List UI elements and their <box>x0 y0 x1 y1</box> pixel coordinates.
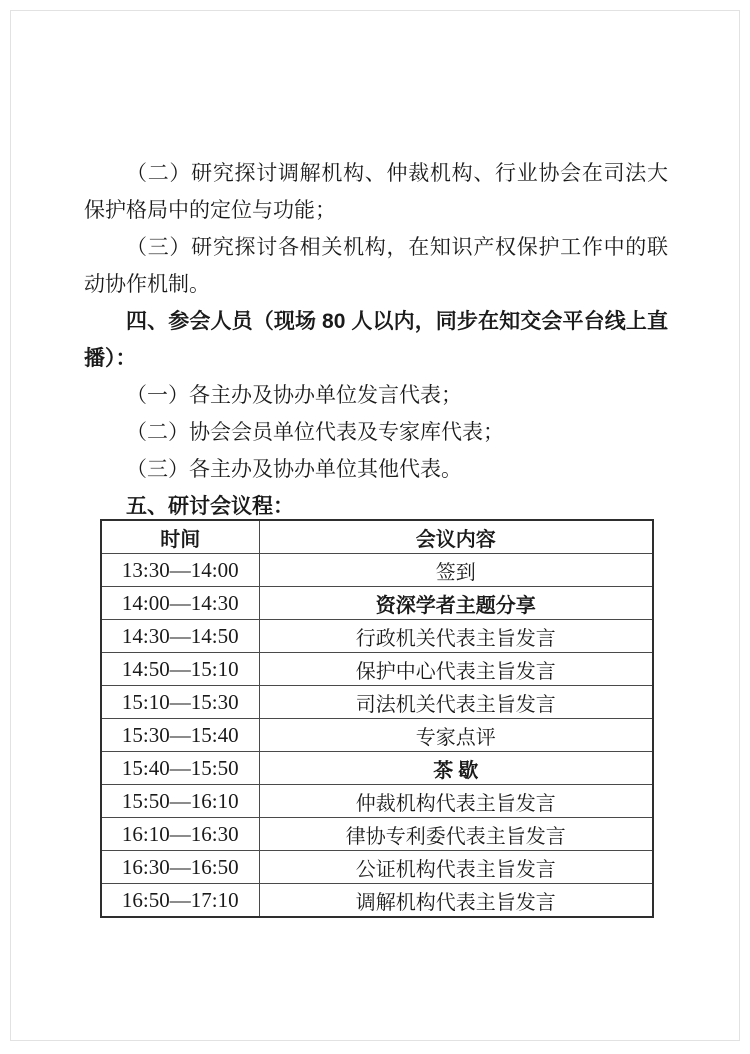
agenda-time-cell: 15:30—15:40 <box>101 719 259 752</box>
agenda-time-cell: 13:30—14:00 <box>101 554 259 587</box>
agenda-time-cell: 16:50—17:10 <box>101 884 259 918</box>
agenda-time-cell: 16:30—16:50 <box>101 851 259 884</box>
agenda-row-10 <box>101 851 653 884</box>
agenda-content-cell: 资深学者主题分享 <box>259 587 653 620</box>
agenda-row-3 <box>101 620 653 653</box>
agenda-time-cell: 16:10—16:30 <box>101 818 259 851</box>
document-page <box>10 10 740 1041</box>
agenda-table <box>100 519 654 918</box>
paragraph-3: 四、参会人员（现场 80 人以内，同步在知交会平台线上直播）： <box>84 310 668 370</box>
agenda-row-4 <box>101 653 653 686</box>
agenda-row-9 <box>101 818 653 851</box>
agenda-table-body <box>101 554 653 918</box>
agenda-col-header-time: 时间 <box>101 520 259 554</box>
agenda-row-6 <box>101 719 653 752</box>
agenda-content-cell: 专家点评 <box>259 719 653 752</box>
agenda-row-5 <box>101 686 653 719</box>
agenda-time-cell: 14:00—14:30 <box>101 587 259 620</box>
agenda-content-cell: 保护中心代表主旨发言 <box>259 653 653 686</box>
agenda-time-cell: 14:50—15:10 <box>101 653 259 686</box>
agenda-time-cell: 15:10—15:30 <box>101 686 259 719</box>
paragraph-1: （二）研究探讨调解机构、仲裁机构、行业协会在司法大保护格局中的定位与功能； <box>84 161 668 222</box>
agenda-content-cell: 司法机关代表主旨发言 <box>259 686 653 719</box>
agenda-row-2 <box>101 587 653 620</box>
agenda-content-cell: 公证机构代表主旨发言 <box>259 851 653 884</box>
agenda-row-8 <box>101 785 653 818</box>
agenda-time-cell: 15:40—15:50 <box>101 752 259 785</box>
agenda-col-header-content: 会议内容 <box>259 520 653 554</box>
paragraph-2: （三）研究探讨各相关机构，在知识产权保护工作中的联动协作机制。 <box>84 235 668 296</box>
document-body-text <box>84 155 668 525</box>
agenda-content-cell: 调解机构代表主旨发言 <box>259 884 653 918</box>
agenda-content-cell: 仲裁机构代表主旨发言 <box>259 785 653 818</box>
agenda-header-row <box>101 520 653 554</box>
paragraph-5: （二）协会会员单位代表及专家库代表； <box>126 420 504 444</box>
agenda-time-cell: 14:30—14:50 <box>101 620 259 653</box>
agenda-content-cell: 律协专利委代表主旨发言 <box>259 818 653 851</box>
agenda-row-11 <box>101 884 653 918</box>
agenda-time-cell: 15:50—16:10 <box>101 785 259 818</box>
agenda-content-cell: 茶 歇 <box>259 752 653 785</box>
agenda-row-7 <box>101 752 653 785</box>
paragraph-6: （三）各主办及协办单位其他代表。 <box>126 457 462 481</box>
agenda-row-1 <box>101 554 653 587</box>
agenda-content-cell: 行政机关代表主旨发言 <box>259 620 653 653</box>
paragraph-4: （一）各主办及协办单位发言代表； <box>126 383 462 407</box>
paragraph-7: 五、研讨会议程： <box>126 495 294 518</box>
agenda-content-cell: 签到 <box>259 554 653 587</box>
